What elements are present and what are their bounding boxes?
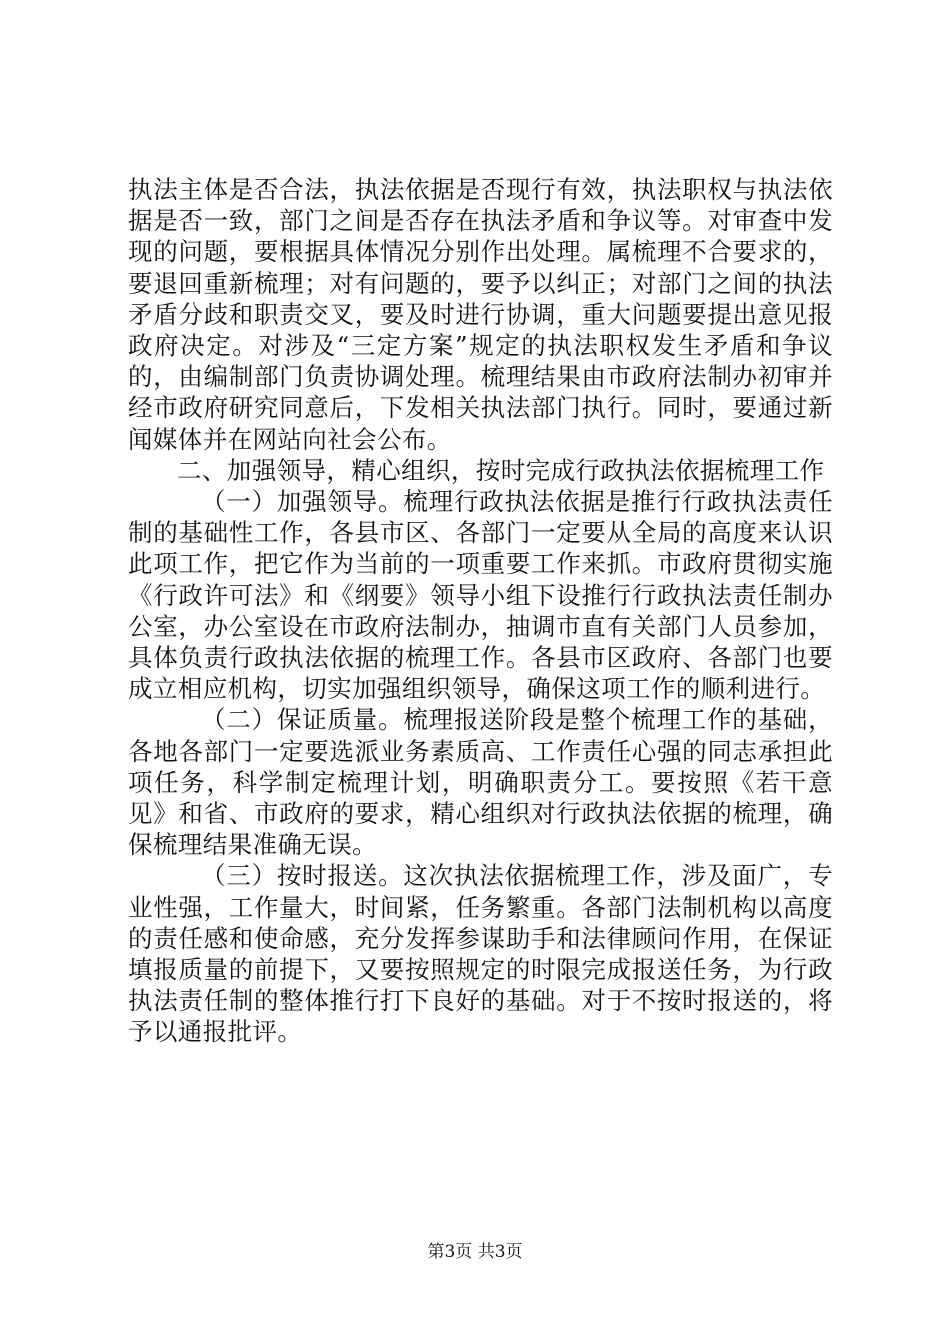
paragraph-continuation: 执法主体是否合法，执法依据是否现行有效，执法职权与执法依据是否一致，部门之间是否存在执法矛盾和争议等。对审查中发现的问题，要根据具体情况分别作出处理。属梳理不合要求的，要退回重新梳理；对有问题的，要予以纠正；对部门之间的执法矛盾分歧和职责交叉，要及时进行协调，重大问题要提出意见报政府决定。对涉及“三定方案”规定的执法职权发生矛盾和争议的，由编制部门负责协调处理。梳理结果由市政府法制办初审并经市政府研究同意后，下发相关执法部门执行。同时，要通过新闻媒体并在网站向社会公布。 xyxy=(128,175,833,454)
paragraph-ensure-quality: （二）保证质量。梳理报送阶段是整个梳理工作的基础，各地各部门一定要选派业务素质高、工作责任心强的同志承担此项任务，科学制定梳理计划，明确职责分工。要按照《若干意见》和省、市政府的要求，精心组织对行政执法依据的梳理，确保梳理结果准确无误。 xyxy=(128,705,833,860)
document-body xyxy=(128,174,833,1048)
paragraph-timely-submission: （三）按时报送。这次执法依据梳理工作，涉及面广，专业性强，工作量大，时间紧，任务繁重。各部门法制机构以高度的责任感和使命感，充分发挥参谋助手和法律顾问作用，在保证填报质量的前提下，又要按照规定的时限完成报送任务，为行政执法责任制的整体推行打下良好的基础。对于不按时报送的，将予以通报批评。 xyxy=(128,861,833,1047)
page-footer: 第3页 共3页 xyxy=(427,1242,523,1262)
paragraph-strengthen-leadership: （一）加强领导。梳理行政执法依据是推行行政执法责任制的基础性工作，各县市区、各部门一定要从全局的高度来认识此项工作，把它作为当前的一项重要工作来抓。市政府贯彻实施《行政许可法》和《纲要》领导小组下设推行行政执法责任制办公室，办公室设在市政府法制办，抽调市直有关部门人员参加，具体负责行政执法依据的梳理工作。各县市区政府、各部门也要成立相应机构，切实加强组织领导，确保这项工作的顺利进行。 xyxy=(128,487,833,704)
section-heading-2: 二、加强领导，精心组织，按时完成行政执法依据梳理工作 xyxy=(177,455,825,485)
